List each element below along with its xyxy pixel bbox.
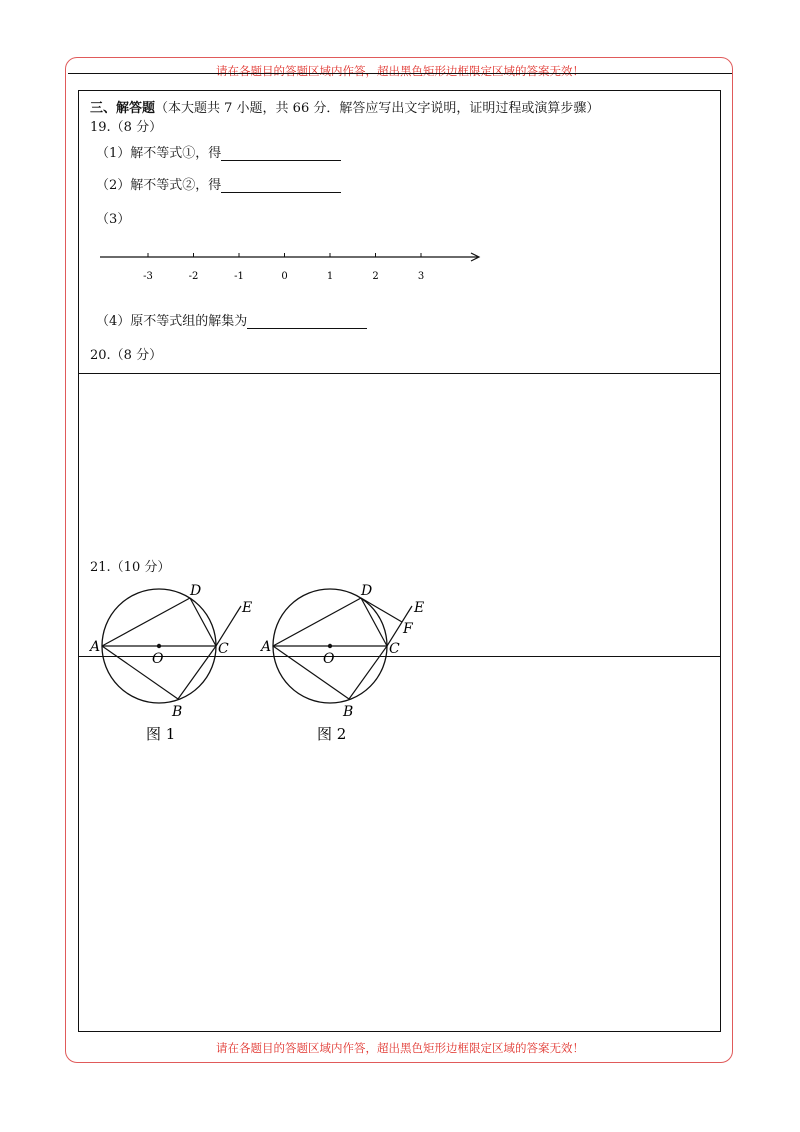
section-title: 三、解答题	[90, 101, 156, 116]
q19-part1-blank[interactable]	[221, 146, 341, 161]
fig2-label-o: O	[323, 651, 335, 667]
q21-label: 21.（10 分）	[90, 560, 171, 575]
number-line-tick-label: -1	[234, 271, 244, 282]
fig1-center-dot	[157, 644, 161, 648]
q19-label: 19.（8 分）	[90, 120, 163, 135]
q19-part2	[96, 174, 341, 193]
figure-1	[82, 575, 272, 750]
fig1-chord-dc	[190, 598, 216, 646]
fig2-label-d: D	[361, 583, 373, 599]
q19-part2-blank[interactable]	[221, 178, 341, 193]
header-rule	[68, 73, 732, 74]
number-line-tick-label: 3	[417, 271, 425, 282]
number-line-tick-label: 0	[281, 271, 288, 282]
q19-part2-text: （2）解不等式②，得	[96, 178, 222, 193]
q19-part1	[96, 142, 341, 161]
fig2-chord-ad	[273, 598, 361, 646]
bottom-warning: 请在各题目的答题区域内作答，超出黑色矩形边框限定区域的答案无效！	[216, 1041, 584, 1055]
section-heading	[90, 97, 599, 116]
top-warning: 请在各题目的答题区域内作答，超出黑色矩形边框限定区域的答案无效！	[216, 64, 584, 78]
fig2-caption: 图 2	[317, 725, 347, 743]
fig2-label-c: C	[389, 641, 400, 657]
fig2-chord-bc	[349, 646, 387, 699]
section-note: （本大题共 7 小题，共 66 分．解答应写出文字说明，证明过程或演算步骤）	[155, 101, 600, 116]
fig1-label-e: E	[242, 600, 253, 616]
fig1-chord-bc	[178, 646, 216, 699]
q19-part3: （3）	[96, 212, 131, 227]
answer-box	[78, 90, 721, 1032]
fig1-caption: 图 1	[146, 725, 176, 743]
q19-part4-blank[interactable]	[247, 314, 367, 329]
fig1-label-d: D	[190, 583, 202, 599]
q19-part1-text: （1）解不等式①，得	[96, 146, 222, 161]
fig1-chord-ab	[102, 646, 178, 699]
fig2-label-a: A	[261, 639, 272, 655]
fig2-label-e: E	[414, 600, 425, 616]
divider-q20	[78, 373, 721, 374]
fig2-chord-ab	[273, 646, 349, 699]
number-line-tick-label: -2	[188, 271, 199, 282]
number-line-tick-label: 1	[326, 271, 334, 282]
q20-label: 20.（8 分）	[90, 348, 163, 363]
number-line-tick-label: 2	[372, 271, 379, 282]
q19-part4-text: （4）原不等式组的解集为	[96, 314, 248, 329]
fig1-label-o: O	[152, 651, 164, 667]
fig1-label-c: C	[218, 641, 229, 657]
number-line-tick-label: -3	[143, 271, 153, 282]
q19-part4	[96, 310, 367, 329]
fig2-label-f: F	[403, 621, 413, 637]
number-line	[90, 244, 490, 288]
fig2-center-dot	[328, 644, 332, 648]
fig1-chord-ad	[102, 598, 190, 646]
fig2-label-b: B	[343, 704, 354, 720]
figure-2	[255, 575, 445, 750]
fig1-label-b: B	[172, 704, 183, 720]
fig1-line-ce	[216, 606, 241, 646]
fig1-label-a: A	[90, 639, 101, 655]
